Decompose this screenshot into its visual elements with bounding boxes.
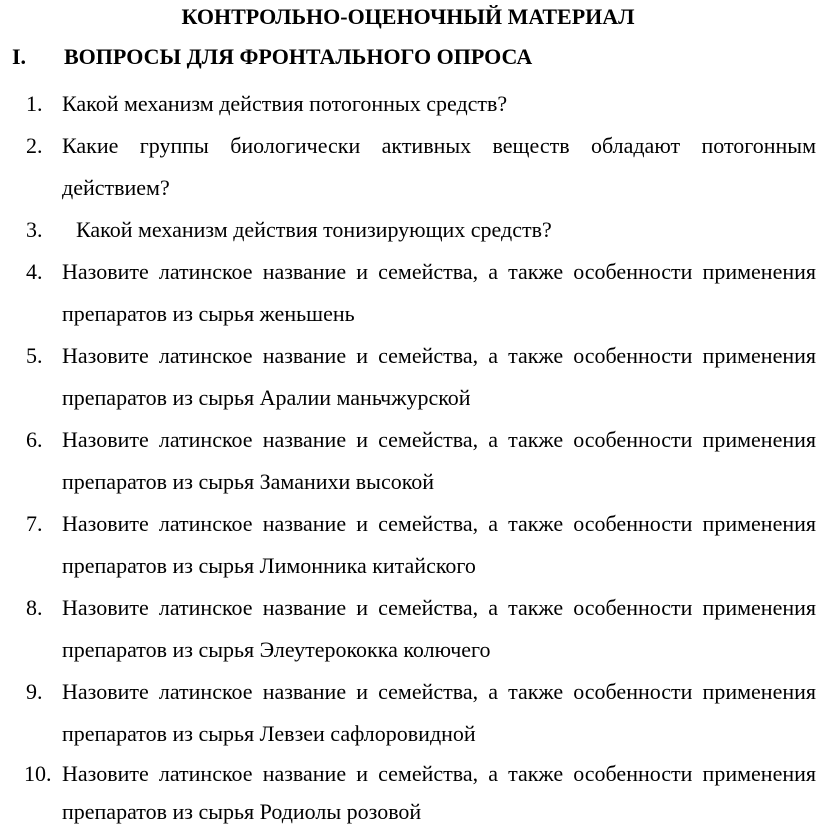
question-number: 3.	[26, 217, 43, 242]
list-item	[0, 671, 816, 755]
list-item	[0, 587, 816, 671]
question-text: Назовите латинское название и семейства, а также особенности применения препаратов из сырья Родиолы розовой	[62, 761, 816, 824]
question-list	[0, 83, 816, 831]
question-number: 1.	[26, 91, 43, 116]
question-number: 8.	[26, 595, 43, 620]
question-number: 9.	[26, 679, 43, 704]
list-item	[0, 503, 816, 587]
question-number: 4.	[26, 259, 43, 284]
question-text: Назовите латинское название и семейства, а также особенности применения препаратов из сырья Лимонника китайского	[62, 511, 816, 578]
list-item	[0, 251, 816, 335]
list-item	[0, 125, 816, 209]
question-text: Какие группы биологически активных веществ обладают потогонным действием?	[62, 133, 816, 200]
list-item	[0, 209, 816, 251]
list-item	[0, 419, 816, 503]
question-text: Назовите латинское название и семейства, а также особенности применения препаратов из сырья Элеутерококка колючего	[62, 595, 816, 662]
question-text: Назовите латинское название и семейства, а также особенности применения препаратов из сырья Левзеи сафлоровидной	[62, 679, 816, 746]
list-item	[0, 83, 816, 125]
question-text: Какой механизм действия тонизирующих средств?	[76, 217, 552, 242]
question-number: 2.	[26, 133, 43, 158]
question-text: Какой механизм действия потогонных средств?	[62, 91, 508, 116]
question-number: 7.	[26, 511, 43, 536]
question-text: Назовите латинское название и семейства, а также особенности применения препаратов из сырья женьшень	[62, 259, 816, 326]
section-heading	[12, 42, 532, 72]
section-heading-text: ВОПРОСЫ ДЛЯ ФРОНТАЛЬНОГО ОПРОСА	[64, 44, 533, 69]
question-number: 5.	[26, 343, 43, 368]
question-number: 6.	[26, 427, 43, 452]
question-text: Назовите латинское название и семейства, а также особенности применения препаратов из сырья Заманихи высокой	[62, 427, 816, 494]
list-item	[0, 335, 816, 419]
question-number: 10.	[24, 761, 52, 786]
section-number: I.	[12, 44, 27, 69]
list-item	[0, 755, 816, 831]
question-text: Назовите латинское название и семейства, а также особенности применения препаратов из сырья Аралии маньчжурской	[62, 343, 816, 410]
document-title: КОНТРОЛЬНО-ОЦЕНОЧНЫЙ МАТЕРИАЛ	[181, 4, 635, 29]
